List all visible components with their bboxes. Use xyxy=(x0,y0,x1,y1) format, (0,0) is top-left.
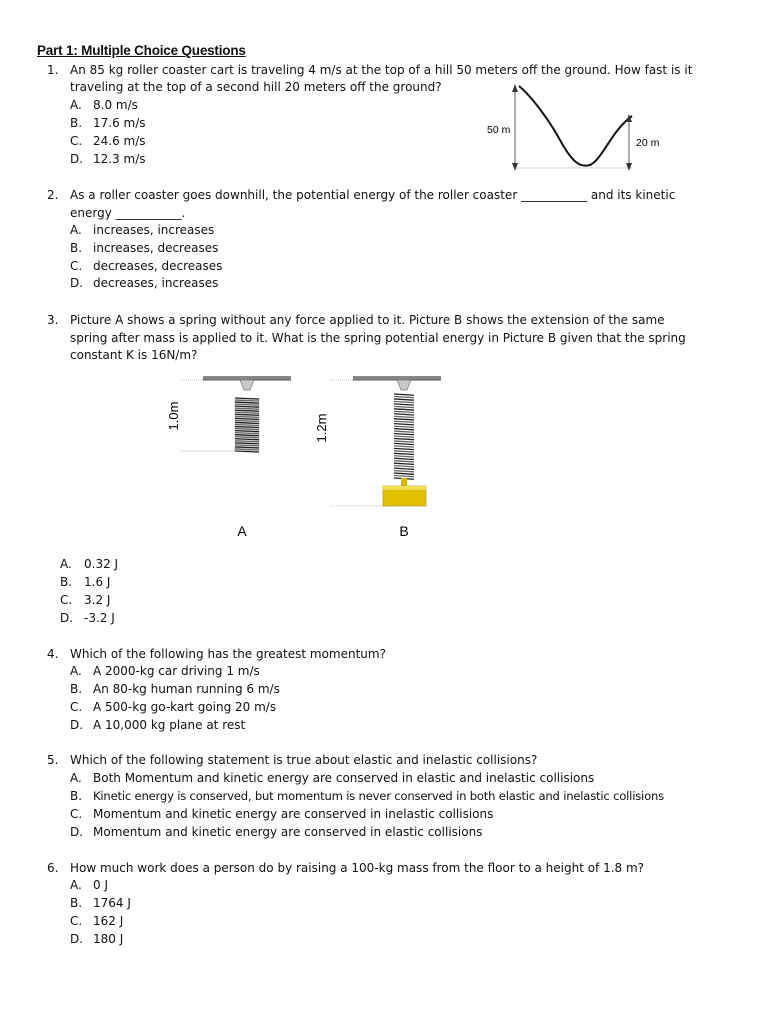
question-number: 4. xyxy=(47,647,59,661)
question-text-line: spring after mass is applied to it. What is the spring potential energy in Picture B given that the spring xyxy=(70,331,686,345)
question-text-line: As a roller coaster goes downhill, the potential energy of the roller coaster ___________ and its kinetic xyxy=(70,188,676,202)
question-text-line: energy ___________. xyxy=(70,206,186,220)
question-text-line: Which of the following has the greatest momentum? xyxy=(70,647,386,661)
option-text: Kinetic energy is conserved, but momentum is never conserved in both elastic and inelastic collisions xyxy=(93,789,664,803)
option-letter: B. xyxy=(70,896,83,910)
question-text-line: Picture A shows a spring without any force applied to it. Picture B shows the extension of the same xyxy=(70,313,665,327)
option-letter: C. xyxy=(70,700,83,714)
caption-a: A xyxy=(237,523,247,539)
option-letter: A. xyxy=(70,223,82,237)
option-text: 17.6 m/s xyxy=(93,116,146,130)
question-number: 5. xyxy=(47,753,59,767)
option-text: 24.6 m/s xyxy=(93,134,146,148)
question-text-line: Which of the following statement is true about elastic and inelastic collisions? xyxy=(70,753,538,767)
option-letter: A. xyxy=(70,878,82,892)
option-letter: A. xyxy=(60,557,72,571)
option-letter: A. xyxy=(70,664,82,678)
option-letter: C. xyxy=(60,593,73,607)
option-text: Momentum and kinetic energy are conserved in elastic collisions xyxy=(93,825,483,839)
option-letter: B. xyxy=(70,789,83,803)
length-label-a: 1.0m xyxy=(166,401,181,431)
question-text-line: An 85 kg roller coaster cart is traveling 4 m/s at the top of a hill 50 meters off the ground. How fast is it xyxy=(70,63,693,77)
height-label-20m: 20 m xyxy=(636,137,660,149)
height-label-50m: 50 m xyxy=(487,124,511,136)
option-letter: C. xyxy=(70,807,83,821)
option-text: 1764 J xyxy=(93,896,131,910)
question-text-line: How much work does a person do by raising a 100-kg mass from the floor to a height of 1.8 m? xyxy=(70,861,645,875)
option-text: 12.3 m/s xyxy=(93,152,146,166)
caption-b: B xyxy=(399,523,409,539)
spring-a xyxy=(166,376,291,539)
option-text: 0.32 J xyxy=(84,557,119,571)
length-label-b: 1.2m xyxy=(314,413,329,443)
option-letter: C. xyxy=(70,134,83,148)
option-text: 8.0 m/s xyxy=(93,98,138,112)
question-number: 6. xyxy=(47,861,59,875)
option-letter: D. xyxy=(70,276,84,290)
option-letter: D. xyxy=(70,932,84,946)
option-letter: D. xyxy=(70,825,84,839)
option-text: 3.2 J xyxy=(84,593,111,607)
section-title: Part 1: Multiple Choice Questions xyxy=(37,43,246,58)
option-letter: A. xyxy=(70,98,82,112)
option-letter: B. xyxy=(70,682,83,696)
option-text: An 80-kg human running 6 m/s xyxy=(93,682,280,696)
question-text-line: traveling at the top of a second hill 20 meters off the ground? xyxy=(70,80,442,94)
question-number: 3. xyxy=(47,313,59,327)
option-text: 0 J xyxy=(93,878,108,892)
option-text: Both Momentum and kinetic energy are conserved in elastic and inelastic collisions xyxy=(93,771,595,785)
option-text: decreases, increases xyxy=(93,276,219,290)
option-letter: D. xyxy=(60,611,74,625)
option-letter: B. xyxy=(70,241,83,255)
option-text: A 2000-kg car driving 1 m/s xyxy=(93,664,260,678)
option-letter: B. xyxy=(70,116,83,130)
question-text-line: constant K is 16N/m? xyxy=(70,348,198,362)
option-letter: D. xyxy=(70,152,84,166)
option-letter: D. xyxy=(70,718,84,732)
option-text: Momentum and kinetic energy are conserved in inelastic collisions xyxy=(93,807,494,821)
option-letter: B. xyxy=(60,575,73,589)
option-text: 180 J xyxy=(93,932,124,946)
option-text: A 10,000 kg plane at rest xyxy=(93,718,246,732)
option-text: increases, increases xyxy=(93,223,215,237)
spring-b xyxy=(314,376,441,539)
option-text: 162 J xyxy=(93,914,124,928)
option-text: decreases, decreases xyxy=(93,259,223,273)
option-text: increases, decreases xyxy=(93,241,219,255)
option-letter: C. xyxy=(70,259,83,273)
option-letter: A. xyxy=(70,771,82,785)
question-number: 1. xyxy=(47,63,59,77)
question-number: 2. xyxy=(47,188,59,202)
option-text: -3.2 J xyxy=(84,611,115,625)
option-letter: C. xyxy=(70,914,83,928)
option-text: A 500-kg go-kart going 20 m/s xyxy=(93,700,277,714)
option-text: 1.6 J xyxy=(84,575,111,589)
